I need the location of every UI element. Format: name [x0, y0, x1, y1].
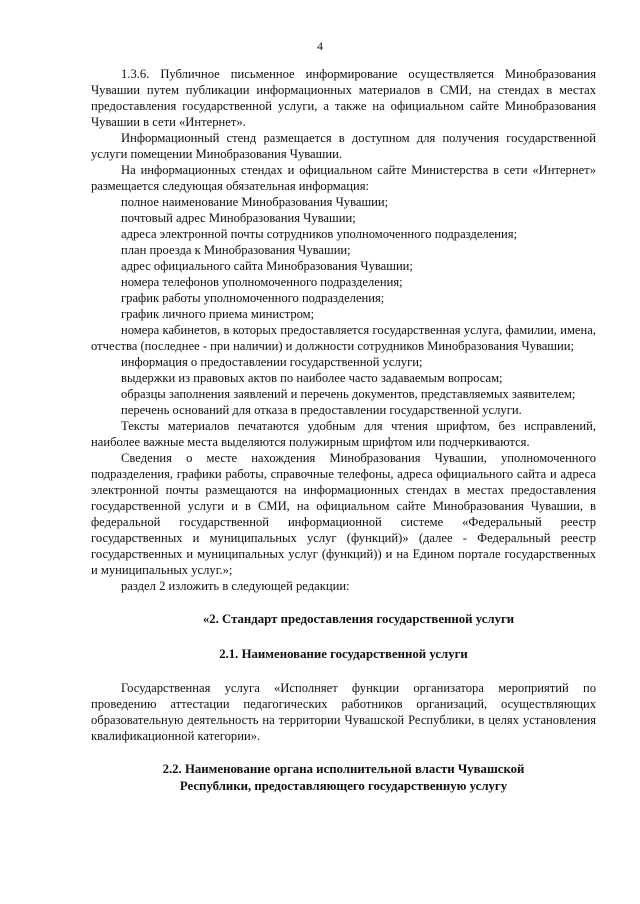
subsection-2-heading — [91, 761, 596, 795]
list-item: адрес официального сайта Минобразования Чувашии; — [121, 259, 413, 273]
list-item: образцы заполнения заявлений и перечень документов, представляемых заявителем; — [121, 387, 576, 401]
list-item: выдержки из правовых актов по наиболее часто задаваемым вопросам; — [121, 371, 503, 385]
list-item: адреса электронной почты сотрудников уполномоченного подразделения; — [121, 227, 518, 241]
paragraph-info-stand: Информационный стенд размещается в доступном для получения государственной услуги помещении Минобразования Чувашии. — [91, 131, 596, 161]
subsection-1-heading: 2.1. Наименование государственной услуги — [219, 647, 468, 661]
document-body — [91, 66, 596, 795]
list-item: план проезда к Минобразования Чувашии; — [121, 243, 351, 257]
list-item: график работы уполномоченного подразделения; — [121, 291, 385, 305]
page-number: 4 — [317, 39, 323, 53]
list-item: полное наименование Минобразования Чувашии; — [121, 195, 389, 209]
subsection-2-heading-line-1: 2.2. Наименование органа исполнительной власти Чувашской — [162, 762, 525, 776]
list-item: перечень оснований для отказа в предоставлении государственной услуги. — [121, 403, 522, 417]
subsection-2-heading-line-2: Республики, предоставляющего государственную услугу — [179, 779, 508, 793]
paragraph-public-informing: 1.3.6. Публичное письменное информирование осуществляется Минобразования Чувашии путем публикации информационных материалов в СМИ, на стендах в местах предоставления государственной услуги, а также на официальном сайте Минобразования Чувашии в сети «Интернет». — [91, 67, 596, 129]
section-heading: «2. Стандарт предоставления государственной услуги — [202, 612, 515, 626]
list-item: номера телефонов уполномоченного подразделения; — [121, 275, 403, 289]
paragraph-text-materials: Тексты материалов печатаются удобным для чтения шрифтом, без исправлений, наиболее важные места выделяются полужирным шрифтом или подчеркиваются. — [91, 419, 596, 449]
subsection-1-text: Государственная услуга «Исполняет функции организатора мероприятий по проведению аттестации педагогических работников организаций, осуществляющих образовательную деятельность на территории Чувашской Республики, в целях установления квалификационной категории». — [91, 681, 596, 743]
list-item: почтовый адрес Минобразования Чувашии; — [121, 211, 356, 225]
paragraph-required-info-intro: На информационных стендах и официальном сайте Министерства в сети «Интернет» размещается следующая обязательная информация: — [91, 163, 596, 193]
list-item: информация о предоставлении государственной услуги; — [121, 355, 423, 369]
list-item: график личного приема министром; — [121, 307, 315, 321]
paragraph-location-info: Сведения о месте нахождения Минобразования Чувашии, уполномоченного подразделения, графики работы, справочные телефоны, адреса официального сайта и адреса электронной почты размещаются на информационных стендах в местах предоставления государственной услуги и в СМИ, на официальном сайте Минобразования Чувашии, в федеральной государственной информационной системе «Федеральный реестр государственных и муниципальных услуг (функций)» (далее - Федеральный реестр государственных и муниципальных услуг (функций)) и на Едином портале государственных и муниципальных услуг.»; — [91, 451, 596, 577]
list-item: номера кабинетов, в которых предоставляется государственная услуга, фамилии, имена, отчества (последнее - при наличии) и должности сотрудников Минобразования Чувашии; — [91, 323, 596, 353]
paragraph-section-2-note: раздел 2 изложить в следующей редакции: — [121, 579, 350, 593]
